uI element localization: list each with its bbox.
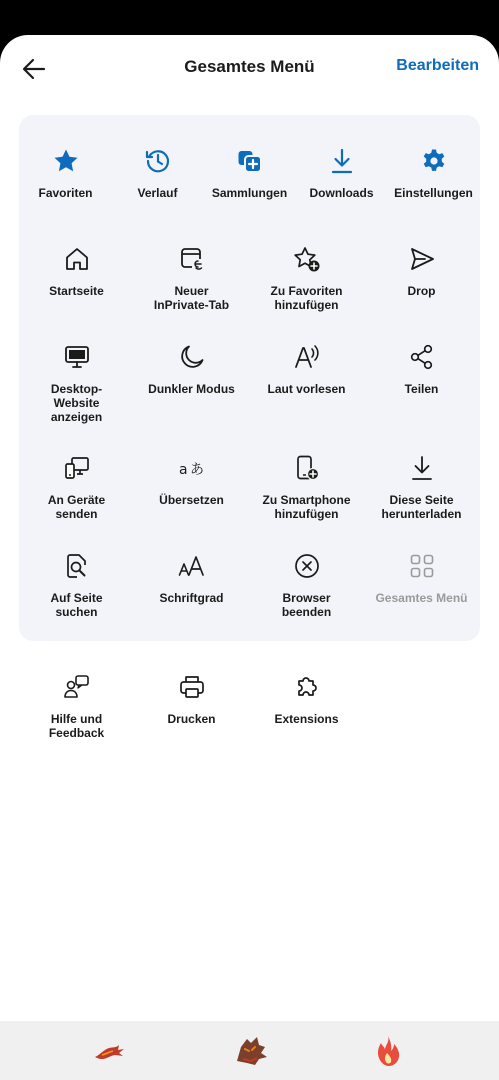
download-page-icon bbox=[408, 454, 436, 482]
menu-item-help-feedback[interactable] bbox=[19, 673, 134, 740]
grid-icon bbox=[408, 552, 436, 580]
menu-item-print[interactable] bbox=[134, 673, 249, 726]
flame-icon[interactable] bbox=[370, 1033, 406, 1069]
menu-item-inprivate[interactable] bbox=[134, 245, 249, 312]
inprivate-tab-icon bbox=[178, 245, 206, 273]
menu-item-label: Favoriten bbox=[38, 186, 93, 200]
send-icon bbox=[408, 245, 436, 273]
menu-item-extensions[interactable] bbox=[249, 673, 364, 726]
menu-item-label: An Geräte senden bbox=[47, 493, 106, 521]
feedback-icon bbox=[63, 673, 91, 701]
header bbox=[0, 35, 499, 101]
find-on-page-icon bbox=[63, 552, 91, 580]
menu-item-label: Zu Favoriten hinzufügen bbox=[270, 284, 343, 312]
share-icon bbox=[408, 343, 436, 371]
menu-item-label: Gesamtes Menü bbox=[375, 591, 468, 605]
menu-item-translate[interactable] bbox=[134, 454, 249, 507]
printer-icon bbox=[178, 673, 206, 701]
menu-item-share[interactable] bbox=[364, 343, 479, 396]
history-icon bbox=[144, 147, 172, 175]
dragon-left-icon[interactable] bbox=[92, 1033, 128, 1069]
menu-item-label: Hilfe und Feedback bbox=[48, 712, 105, 740]
menu-item-drop[interactable] bbox=[364, 245, 479, 298]
menu-item-label: Verlauf bbox=[137, 186, 178, 200]
home-icon bbox=[63, 245, 91, 273]
send-to-devices-icon bbox=[63, 454, 91, 482]
menu-item-font-size[interactable] bbox=[134, 552, 249, 605]
add-to-phone-icon bbox=[293, 454, 321, 482]
gear-icon bbox=[420, 147, 448, 175]
menu-item-label: Downloads bbox=[309, 186, 374, 200]
menu-item-label: Startseite bbox=[49, 284, 104, 298]
menu-item-desktop-site[interactable] bbox=[19, 343, 134, 424]
svg-text:a: a bbox=[178, 462, 188, 478]
menu-item-label: Sammlungen bbox=[211, 186, 288, 200]
moon-icon bbox=[178, 343, 206, 371]
menu-item-label: Desktop- Website anzeigen bbox=[50, 382, 103, 424]
menu-panel bbox=[19, 115, 480, 641]
menu-item-read-aloud[interactable] bbox=[249, 343, 364, 396]
menu-item-close-browser[interactable] bbox=[249, 552, 364, 619]
menu-item-dark-mode[interactable] bbox=[134, 343, 249, 396]
menu-item-label: Zu Smartphone hinzufügen bbox=[262, 493, 351, 521]
menu-sheet bbox=[0, 35, 499, 1021]
menu-item-full-menu bbox=[364, 552, 479, 605]
close-circle-icon bbox=[293, 552, 321, 580]
menu-item-label: Einstellungen bbox=[394, 186, 473, 200]
read-aloud-icon bbox=[293, 343, 321, 371]
edit-button[interactable]: Bearbeiten bbox=[396, 57, 479, 74]
translate-icon bbox=[178, 454, 206, 482]
menu-item-download-page[interactable] bbox=[364, 454, 479, 521]
menu-item-send-to-devices[interactable] bbox=[19, 454, 134, 521]
menu-item-label: Teilen bbox=[404, 382, 439, 396]
puzzle-icon bbox=[293, 673, 321, 701]
svg-text:あ: あ bbox=[189, 462, 204, 478]
menu-item-label: Drucken bbox=[167, 712, 216, 726]
font-size-icon bbox=[178, 552, 206, 580]
menu-item-label: Extensions bbox=[274, 712, 339, 726]
menu-item-label: Neuer InPrivate-Tab bbox=[153, 284, 230, 312]
menu-item-label: Browser beenden bbox=[281, 591, 332, 619]
add-favorite-icon bbox=[293, 245, 321, 273]
star-icon bbox=[52, 147, 80, 175]
menu-item-startseite[interactable] bbox=[19, 245, 134, 298]
menu-item-label: Schriftgrad bbox=[159, 591, 224, 605]
dragon-head-icon[interactable] bbox=[231, 1031, 271, 1071]
bottom-nav-bar bbox=[0, 1021, 499, 1080]
menu-item-find-on-page[interactable] bbox=[19, 552, 134, 619]
menu-item-add-favorite[interactable] bbox=[249, 245, 364, 312]
menu-item-label: Diese Seite herunterladen bbox=[381, 493, 462, 521]
menu-item-label: Auf Seite suchen bbox=[50, 591, 103, 619]
menu-item-label: Übersetzen bbox=[159, 493, 224, 507]
page-title: Gesamtes Menü bbox=[184, 57, 315, 76]
desktop-icon bbox=[63, 343, 91, 371]
collections-icon bbox=[236, 147, 264, 175]
menu-item-label: Laut vorlesen bbox=[267, 382, 346, 396]
menu-item-add-to-phone[interactable] bbox=[249, 454, 364, 521]
menu-item-label: Dunkler Modus bbox=[148, 382, 235, 396]
download-icon bbox=[328, 147, 356, 175]
menu-item-label: Drop bbox=[407, 284, 436, 298]
menu-item-einstellungen[interactable] bbox=[376, 147, 491, 200]
